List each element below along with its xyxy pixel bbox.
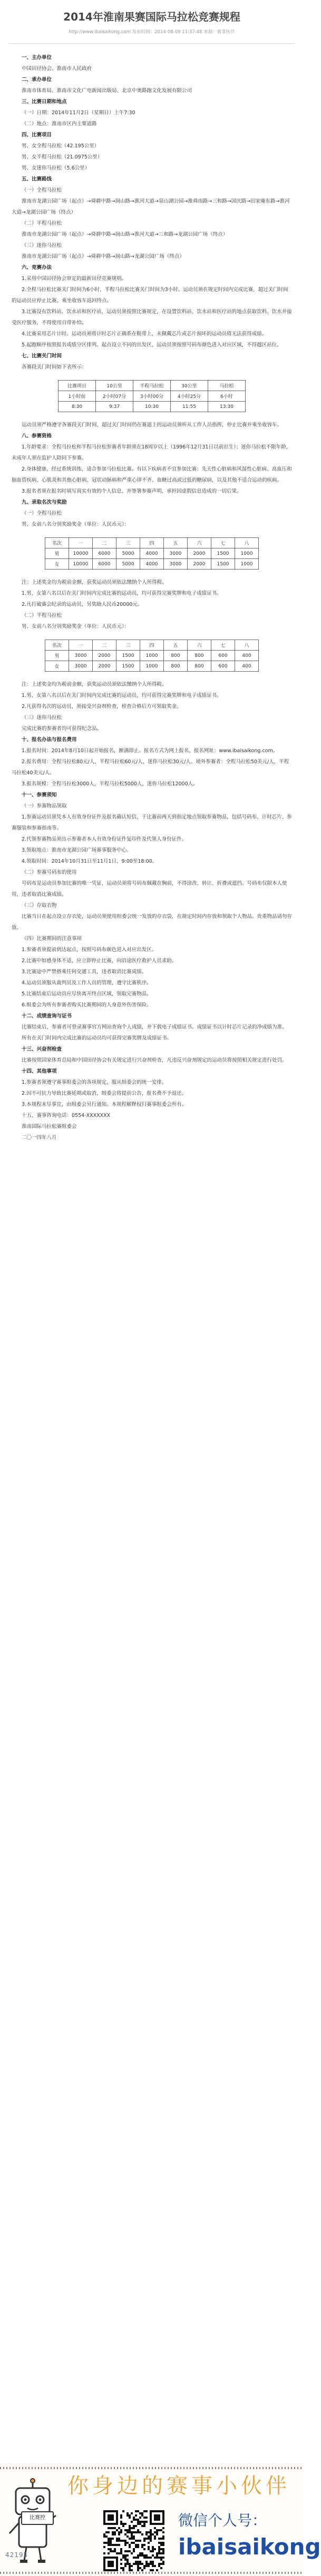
table-row [45, 559, 259, 570]
table-cell: 8:30 [59, 402, 96, 412]
table-cell: 女 [45, 661, 69, 672]
table-cell: 5000 [116, 559, 140, 570]
paragraph: 3.领取地点：淮南市龙湖公园广场赛事服务中心。 [22, 847, 132, 853]
table-cell: 名次 [45, 538, 69, 548]
paragraph: 4.运动员须服从裁判员及工作人员的管理，遵守比赛秩序。 [22, 980, 152, 986]
paragraph: 4.比赛采用芯片计时。运动员须将计时芯片正确系在鞋带上，未佩戴芯片或芯片损坏的运动员将无法获得成绩。 [22, 331, 267, 337]
table-cell: 1500 [116, 651, 140, 661]
paragraph: 3.本规程未尽事宜，由组委会另行通知。本规程解释权归赛事组委会所有。 [22, 1102, 187, 1107]
table-cell: 2000 [93, 651, 116, 661]
paragraph: 注：上述奖金均为税前金额，获奖运动员须依法缴纳个人所得税。 [22, 682, 167, 687]
paragraph: 注：上述奖金均为税前金额，获奖运动员须依法缴纳个人所得税。 [22, 580, 167, 585]
table-cell: 一 [69, 640, 93, 651]
table-cell: 1000 [235, 559, 259, 570]
section-heading: 七、比赛关门时间 [22, 353, 62, 359]
paragraph: 6.组委会为所有参赛者购买比赛期间的人身意外伤害保险。 [22, 1002, 152, 1008]
paragraph: （二）地点：淮南市区内主要道路 [22, 121, 97, 127]
banner-slogan: 你身边的赛事小伙伴 [67, 2474, 290, 2498]
table-cell: 1500 [211, 548, 235, 559]
paragraph: 1.年龄要求：全程马拉松和半程马拉松参赛者年龄须在18周岁以上（1996年12月31日以前出生）；迷你马拉松不限年龄，未成年人须在监护人陪同下参赛。 [12, 444, 291, 461]
article-title: 2014年淮南果赛国际马拉松竞赛规程 [63, 11, 240, 23]
paragraph: 二〇一四年八月 [22, 1135, 57, 1141]
section-heading: 八、参赛资格 [22, 433, 52, 439]
paragraph: 1.报名时间：2014年8月10日起开始报名，额满即止。报名方式为网上报名，报名网址：www.ibaisaikong.com。 [22, 748, 278, 754]
paragraph: 2.报名费用：全程马拉松80元/人，半程马拉松60元/人，迷你马拉松30元/人。境外参赛者：全程马拉松50美元/人，半程马拉松40美元/人。 [12, 759, 289, 776]
table-cell: 五 [164, 538, 188, 548]
table-cell: 1000 [140, 661, 164, 672]
table-row [59, 391, 246, 402]
wechat-label: 微信个人号： [178, 2512, 267, 2529]
paragraph: 运动员须严格遵守各赛段关门时间，超过关门时间仍在赛道上的运动员须听从工作人员指挥，停止比赛并乘坐收容车。 [22, 422, 283, 428]
table-cell: 1小时前 [59, 391, 96, 402]
wechat-id: ibaisaikong [178, 2534, 321, 2560]
table-row [45, 651, 259, 661]
paragraph: 淮南市龙湖公园广场（起点）→舜耕中路→洞山路→龙湖公园广场（终点） [22, 254, 184, 259]
table-cell: 3000 [69, 661, 93, 672]
paragraph: 所有在关门时间内完成比赛的运动员均可获得完赛奖牌及成绩证书。 [22, 1035, 172, 1041]
table-cell: 3000 [164, 559, 188, 570]
table-row [45, 640, 259, 651]
section-heading: 二、承办单位 [22, 77, 52, 83]
paragraph: 淮南市龙湖公园广场（起点）→舜耕中路→洞山路→淮河大道→泉山湖公园→淮舜南路→三和路→国庆路→田家庵东路→淮河大道→龙湖公园广场（终点） [12, 198, 290, 215]
section-heading: 一、主办单位 [22, 55, 52, 61]
table-cell: 名次 [45, 640, 69, 651]
paragraph: （一）参赛物品领取 [22, 803, 67, 809]
table-cell: 30公里 [171, 381, 208, 391]
table-cell: 四 [140, 538, 164, 548]
paragraph: 3.比赛途中严禁搭乘任何交通工具，违者取消比赛成绩。 [22, 969, 147, 975]
table-cell: 6000 [93, 548, 116, 559]
table-cell: 800 [188, 651, 211, 661]
banner-dotted-border-top [0, 2467, 304, 2469]
paragraph: 比赛当日在起点设立存衣处，运动员须使用组委会统一发放的存衣袋，在规定时间内存放和领取个人物品。贵重物品请勿存放。 [12, 914, 293, 931]
table-row [45, 538, 259, 548]
table-cell: 三 [116, 538, 140, 548]
paragraph: 2.代领参赛物品须出示参赛者本人有效身份证件复印件及代领人身份证件。 [22, 836, 187, 842]
table-cell: 600 [211, 661, 235, 672]
table-cell: 4000 [140, 548, 164, 559]
paragraph: 1.采用中国田径协会审定的最新田径竞赛规则。 [22, 276, 127, 282]
section-heading: 九、录取名次与奖励 [22, 500, 67, 505]
table-cell: 2000 [188, 559, 211, 570]
table-cell: 600 [211, 651, 235, 661]
paragraph: 十五、赛事咨询电话：0554-XXXXXXX [22, 1113, 111, 1119]
section-heading: 十四、其他事项 [22, 1069, 57, 1074]
paragraph: 号码布是运动员参加比赛的唯一凭证，运动员须将号码布佩戴在胸前，不得涂改、转让、折叠或遮挡。号码布仅限本人使用，违者取消比赛成绩。 [12, 881, 287, 897]
paragraph: 男、女前八名分别奖励奖金（单位：人民币元）： [22, 522, 130, 527]
paragraph: （一）日期：2014年11月2日（星期日）上午7:30 [22, 110, 135, 116]
table-cell: 二 [93, 640, 116, 651]
paragraph: 5.比赛结束后运动员应尽快离开终点区域，领取完赛物品。 [22, 991, 152, 997]
section-heading: 十一、参赛须知 [22, 792, 57, 798]
paragraph: 各赛段关门时间如下表所示： [22, 364, 87, 370]
section-heading: 十二、成绩查询与证书 [22, 1013, 72, 1019]
paragraph: 2.凡打破赛会纪录的运动员，另奖励人民币20000元。 [22, 602, 143, 607]
table-cell: 9:37 [96, 402, 133, 412]
paragraph: 2.因不可抗力导致比赛延期或取消，组委会将提前公告，报名费不予退还。 [22, 1091, 187, 1096]
table-cell: 一 [69, 538, 93, 548]
paragraph: （二）参赛号码布的使用 [22, 870, 77, 875]
table-cell: 4小时25分 [171, 391, 208, 402]
table-cell: 3000 [164, 548, 188, 559]
paragraph: 完成比赛的参赛者均可获得纪念品。 [22, 726, 102, 732]
table-cell: 3小时00分 [133, 391, 171, 402]
table-cell: 六 [188, 640, 211, 651]
paragraph: 1.男、女第八名以后在关门时间内完成比赛的运动员，均可获得完赛奖牌和电子成绩证书。 [22, 693, 222, 698]
paragraph: （三）存取衣物 [22, 903, 57, 908]
mascot-number: 42195 [5, 2551, 28, 2559]
paragraph: 男、女半程马拉松（21.0975公里） [22, 154, 103, 160]
table-row [59, 402, 246, 412]
paragraph: 淮南国际马拉松赛组委会 [22, 1124, 77, 1130]
table-cell: 800 [164, 661, 188, 672]
table-cell: 2小时07分 [96, 391, 133, 402]
footer-banner [0, 2463, 321, 2576]
table-cell: 六 [188, 538, 211, 548]
table-cell: 6000 [93, 559, 116, 570]
paragraph: 2.凡获得名次的运动员，须接受兴奋剂检查，检查合格后方可领取奖金。 [22, 704, 182, 710]
table-cell: 八 [235, 640, 259, 651]
table-cell: 11:55 [171, 402, 208, 412]
paragraph: 2.比赛中如感身体不适，应立即停止比赛，向沿途医疗救护人员求助。 [22, 958, 177, 964]
table-cell: 10000 [69, 559, 93, 570]
section-heading: 三、比赛日期和地点 [22, 99, 67, 105]
table-cell: 2000 [188, 548, 211, 559]
paragraph: 中国田径协会、淮南市人民政府 [22, 66, 92, 72]
paragraph: 2.全程马拉松比赛关门时间为6小时，半程马拉松比赛关门时间为3小时。运动员须在规定时间内完成比赛，超过关门时间的运动员应停止比赛，乘坐收容车返回终点。 [12, 287, 288, 304]
table-cell: 半程马拉松 [133, 381, 171, 391]
paragraph: 男、女全程马拉松（42.195公里） [22, 143, 100, 149]
paragraph: （二）半程马拉松 [22, 221, 62, 226]
table-cell: 女 [45, 559, 69, 570]
table-cell: 2000 [93, 661, 116, 672]
table-cell: 10000 [69, 548, 93, 559]
table-cell: 四 [140, 640, 164, 651]
paragraph: 比赛结束后，参赛者可登录赛事官方网站查询个人成绩，并下载电子成绩证书。成绩证书以计时芯片记录的净成绩为准。 [22, 1024, 287, 1030]
table-cell: 马拉松 [208, 381, 246, 391]
paragraph: （三）迷你马拉松 [22, 715, 62, 721]
paragraph: 1.参赛者须提前到达起点，按照号码布颜色进入对应出发区。 [22, 947, 157, 953]
table-cell: 1000 [140, 651, 164, 661]
article-meta: http://www.ibaisaikong.com 发布时间：2014-08-09 11:37:48 来源：赛事伙伴 [69, 29, 235, 35]
paragraph: 3.比赛设有饮料站、饮水站和医疗站，运动员须按照比赛规定，在设置饮料站、饮水站和医疗站的地点获取饮料、饮水并接受医疗服务，不得使用自带补给。 [12, 309, 292, 326]
table-cell: 二 [93, 538, 116, 548]
paragraph: 淮南市体育局、淮南市文化广电新闻出版局、北京中奥路跑文化发展有限公司 [22, 88, 192, 94]
paragraph: 男、女前八名分别奖励奖金（单位：人民币元）： [22, 624, 130, 630]
table-cell: 1000 [235, 548, 259, 559]
paragraph: 5.起跑顺序按照报名成绩分区排列。起点设立不同的出发区，运动员须按照号码布颜色进入对应区域，不得越区站位。 [22, 342, 282, 348]
divider [9, 43, 294, 44]
table-cell: 比赛项目 [59, 381, 96, 391]
table-cell: 七 [211, 640, 235, 651]
table-cell: 五 [164, 640, 188, 651]
table-cell: 男 [45, 548, 69, 559]
table-cell: 男 [45, 651, 69, 661]
section-heading: 四、比赛项目 [22, 132, 52, 138]
table-cell: 400 [235, 651, 259, 661]
timetable-table [58, 380, 246, 412]
table-cell: 1500 [211, 559, 235, 570]
table-cell: 10公里 [96, 381, 133, 391]
paragraph: 3.报名规模：全程马拉松3000人，半程马拉松5000人，迷你马拉松12000人。 [22, 781, 198, 787]
table-cell: 10:30 [133, 402, 171, 412]
section-heading: 六、竞赛办法 [22, 265, 52, 271]
section-heading: 十三、兴奋剂检查 [22, 1046, 62, 1052]
table-cell: 1500 [116, 661, 140, 672]
paragraph: 2.身体健康，经过系统训练，适合参加马拉松比赛。有以下疾病者不宜参加比赛：先天性心脏病和风湿性心脏病、高血压和脑血管疾病、心肌炎和其他心脏病、冠状动脉病和严重心律不齐、血糖过高或过低的糖尿病，以及其他不适合运动的疾病。 [12, 466, 292, 483]
paragraph: （二）半程马拉松 [22, 613, 62, 618]
article-body [9, 52, 294, 1143]
table-cell: 6小时 [208, 391, 246, 402]
table-row [59, 381, 246, 391]
table-cell: 八 [235, 538, 259, 548]
section-heading: 十、报名办法与报名费用 [22, 737, 77, 743]
table-cell: 七 [211, 538, 235, 548]
paragraph: 1.参赛者须遵守赛事组委会的各项规定，服从组委会的统一安排。 [22, 1080, 167, 1085]
qr-code-icon [103, 2510, 164, 2571]
paragraph: （三）迷你马拉松 [22, 243, 62, 248]
paragraph: 淮南市龙湖公园广场（起点）→舜耕中路→洞山路→淮河大道→三和路→龙湖公园广场（终点） [22, 232, 228, 237]
paragraph: 1.男、女第八名以后在关门时间内完成比赛的运动员，均可获得完赛奖牌和电子成绩证书。 [22, 591, 222, 596]
article [9, 0, 294, 1143]
paragraph: 4.领取时间：2014年10月31日至11月1日，9:00至18:00。 [22, 858, 158, 864]
paragraph: （一）全程马拉松 [22, 511, 62, 516]
paragraph: 1.参赛运动员须凭本人有效身份证件及报名确认短信，于比赛前两天到指定地点领取参赛物品，包括号码布、计时芯片、参赛服装和参赛指南等。 [12, 814, 292, 831]
section-heading: 五、比赛路线 [22, 176, 52, 182]
paragraph: （四）比赛期间的注意事项 [22, 936, 82, 942]
table-cell: 4000 [140, 559, 164, 570]
paragraph: 比赛按照国家体育总局和中国田径协会有关规定进行兴奋剂检查，凡违反兴奋剂规定的运动员将按照相关规定进行处罚。 [22, 1057, 287, 1063]
paragraph: 男、女迷你马拉松（5.6公里） [22, 165, 90, 171]
prize1-table [45, 537, 259, 570]
table-cell: 400 [235, 661, 259, 672]
table-row [45, 661, 259, 672]
banner-dotted-border-bottom [0, 2572, 304, 2574]
table-cell: 13:30 [208, 402, 246, 412]
table-cell: 三 [116, 640, 140, 651]
table-cell: 5000 [116, 548, 140, 559]
table-cell: 3000 [69, 651, 93, 661]
table-cell: 800 [188, 661, 211, 672]
paragraph: 3.报名者须在报名时填写真实有效的个人信息，并签署参赛声明，承担因虚假信息造成的一切后果。 [22, 488, 242, 494]
table-cell: 800 [164, 651, 188, 661]
paragraph: （一）全程马拉松 [22, 187, 62, 193]
mascot-badge: 比赛控 [21, 2511, 54, 2525]
prize2-table [45, 640, 259, 672]
table-row [45, 548, 259, 559]
